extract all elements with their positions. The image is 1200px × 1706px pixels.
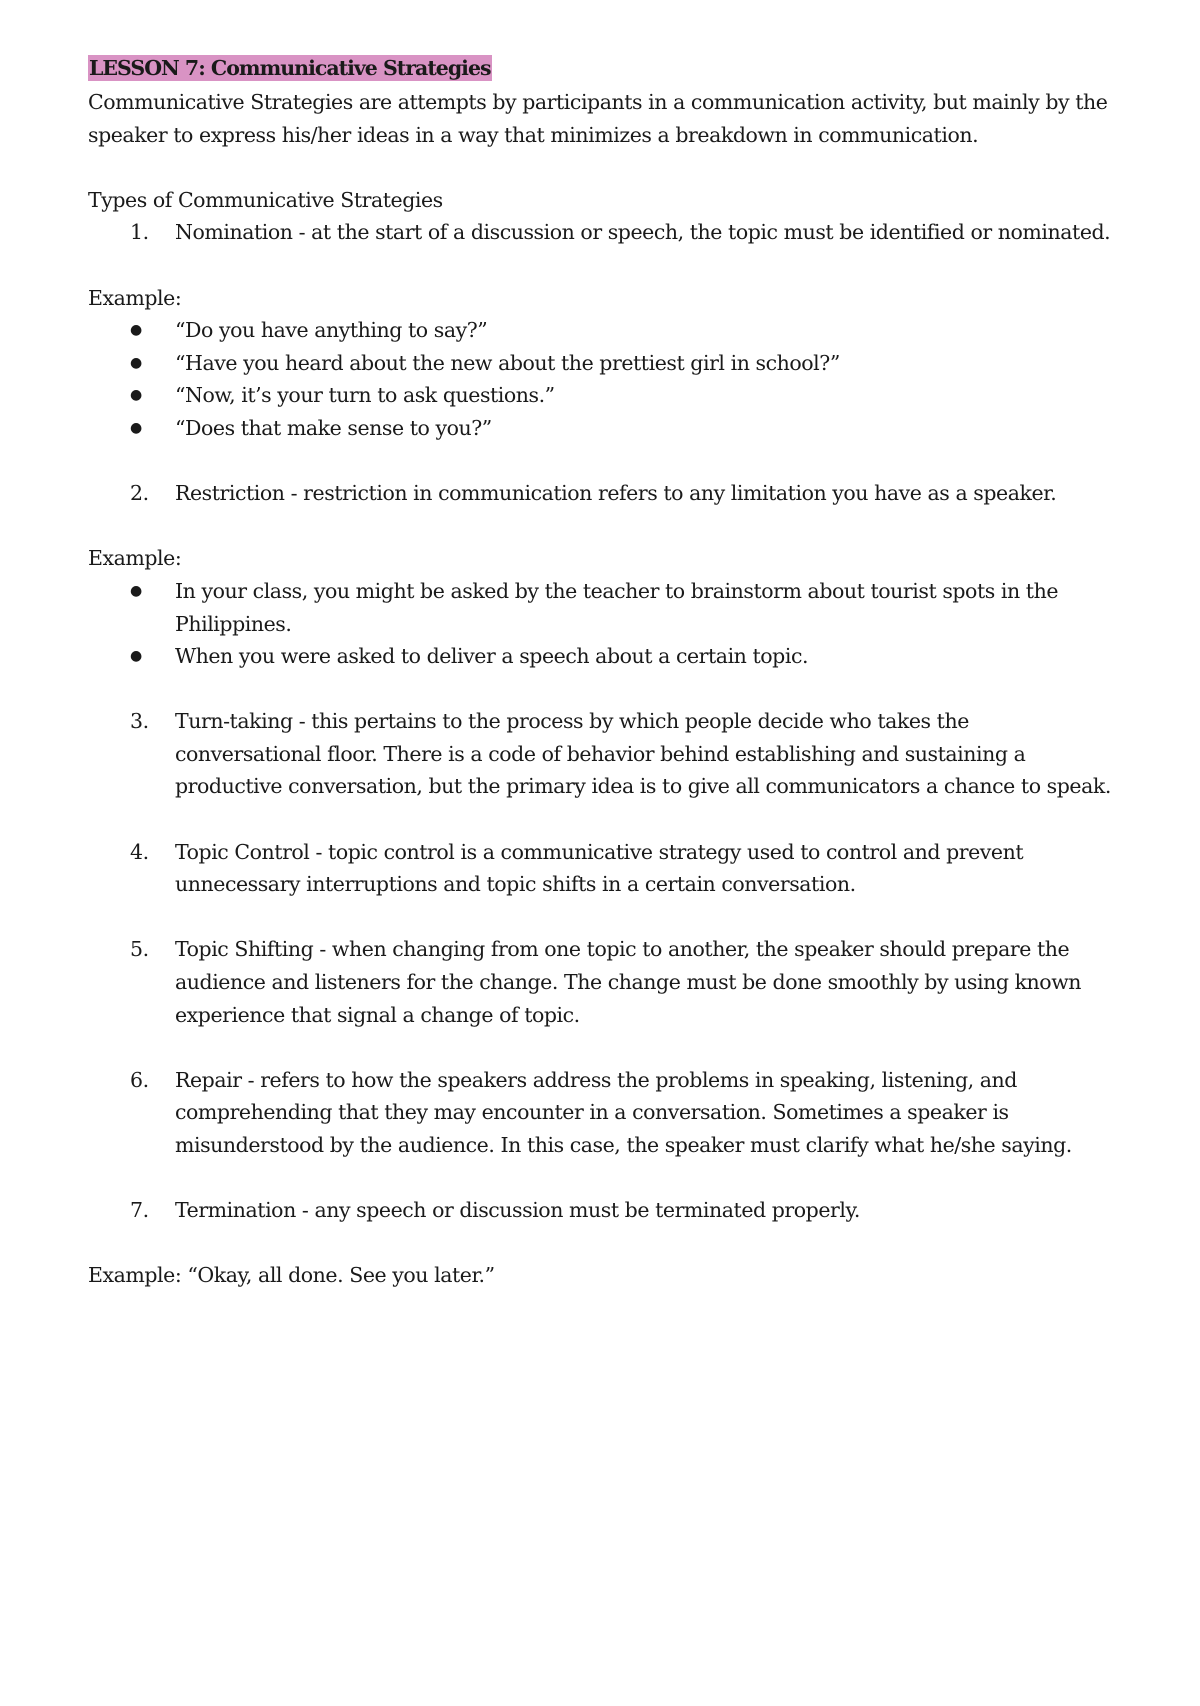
example-text: When you were asked to deliver a speech about a certain topic. — [175, 644, 809, 669]
example-bullet — [88, 379, 1118, 412]
bullet-icon: ● — [130, 387, 142, 404]
strategy-item-topic-control — [88, 836, 1118, 901]
example-text: “Have you heard about the new about the prettiest girl in school?” — [175, 350, 840, 375]
strategy-item-topic-shifting — [88, 933, 1118, 1031]
document-page — [88, 52, 1118, 1292]
example-label: Example: — [88, 285, 182, 310]
strategy-description: - restriction in communication refers to any limitation you have as a speaker. — [284, 481, 1057, 506]
strategy-description: - topic control is a communicative strategy used to control and prevent unnecessary interruptions and topic shifts in a certain conversation. — [175, 839, 1024, 897]
example-text: “Does that make sense to you?” — [175, 415, 492, 440]
strategy-item-nomination — [88, 216, 1118, 249]
bullet-icon: ● — [130, 354, 142, 371]
spacer — [88, 445, 1118, 478]
item-number: 4. — [130, 839, 149, 864]
item-number: 7. — [130, 1198, 149, 1223]
spacer — [88, 249, 1118, 282]
strategy-term: Topic Control — [175, 839, 310, 864]
strategy-description: - at the start of a discussion or speech, the topic must be identified or nominated. — [292, 220, 1111, 245]
strategy-description: - when changing from one topic to another, the speaker should prepare the audience and listeners for the change. The change must be done smoothly by using known experience that signal a change of topic. — [175, 937, 1082, 1027]
strategy-term: Topic Shifting — [175, 937, 314, 962]
strategy-item-restriction — [88, 477, 1118, 510]
bullet-icon: ● — [130, 322, 142, 339]
termination-example: Example: “Okay, all done. See you later.” — [88, 1263, 495, 1288]
lesson-title: LESSON 7: Communicative Strategies — [89, 56, 491, 80]
spacer — [88, 673, 1118, 706]
spacer — [88, 901, 1118, 934]
strategy-item-repair — [88, 1064, 1118, 1162]
example-bullet — [88, 640, 1118, 673]
item-number: 3. — [130, 709, 149, 734]
example-text: “Do you have anything to say?” — [175, 318, 488, 343]
strategy-term: Nomination — [175, 220, 293, 245]
spacer — [88, 151, 1118, 184]
bullet-icon: ● — [130, 582, 142, 599]
intro-paragraph: Communicative Strategies are attempts by participants in a communication activity, but mainly by the speaker to express his/her ideas in a way that minimizes a breakdown in communication. — [88, 90, 1108, 147]
example-bullet — [88, 314, 1118, 347]
strategy-term: Restriction — [175, 481, 285, 506]
example-bullet — [88, 347, 1118, 380]
strategy-item-turn-taking — [88, 705, 1118, 803]
strategy-item-termination — [88, 1194, 1118, 1227]
example-bullet — [88, 575, 1118, 640]
example-text: “Now, it’s your turn to ask questions.” — [175, 383, 555, 408]
item-number: 2. — [130, 481, 149, 506]
item-number: 6. — [130, 1067, 149, 1092]
example-label: Example: — [88, 546, 182, 571]
strategy-term: Repair — [175, 1067, 242, 1092]
item-number: 1. — [130, 220, 149, 245]
bullet-icon: ● — [130, 648, 142, 665]
spacer — [88, 1227, 1118, 1260]
strategy-description: - any speech or discussion must be terminated properly. — [295, 1198, 860, 1223]
strategy-description: - refers to how the speakers address the problems in speaking, listening, and comprehending that they may encounter in a conversation. Sometimes a speaker is misunderstood by the audience. In this case, the speaker must clarify what he/she saying. — [175, 1067, 1072, 1157]
strategy-term: Termination — [175, 1198, 296, 1223]
types-heading: Types of Communicative Strategies — [88, 187, 443, 212]
spacer — [88, 510, 1118, 543]
bullet-icon: ● — [130, 419, 142, 436]
example-bullet — [88, 412, 1118, 445]
example-text: In your class, you might be asked by the teacher to brainstorm about tourist spots in the Philippines. — [175, 578, 1059, 636]
spacer — [88, 1031, 1118, 1064]
item-number: 5. — [130, 937, 149, 962]
spacer — [88, 803, 1118, 836]
spacer — [88, 1162, 1118, 1195]
strategy-term: Turn-taking — [175, 709, 293, 734]
strategy-description: - this pertains to the process by which people decide who takes the conversational floor. There is a code of behavior behind establishing and sustaining a productive conversation, but the primary idea is to give all communicators a chance to speak. — [175, 709, 1111, 799]
